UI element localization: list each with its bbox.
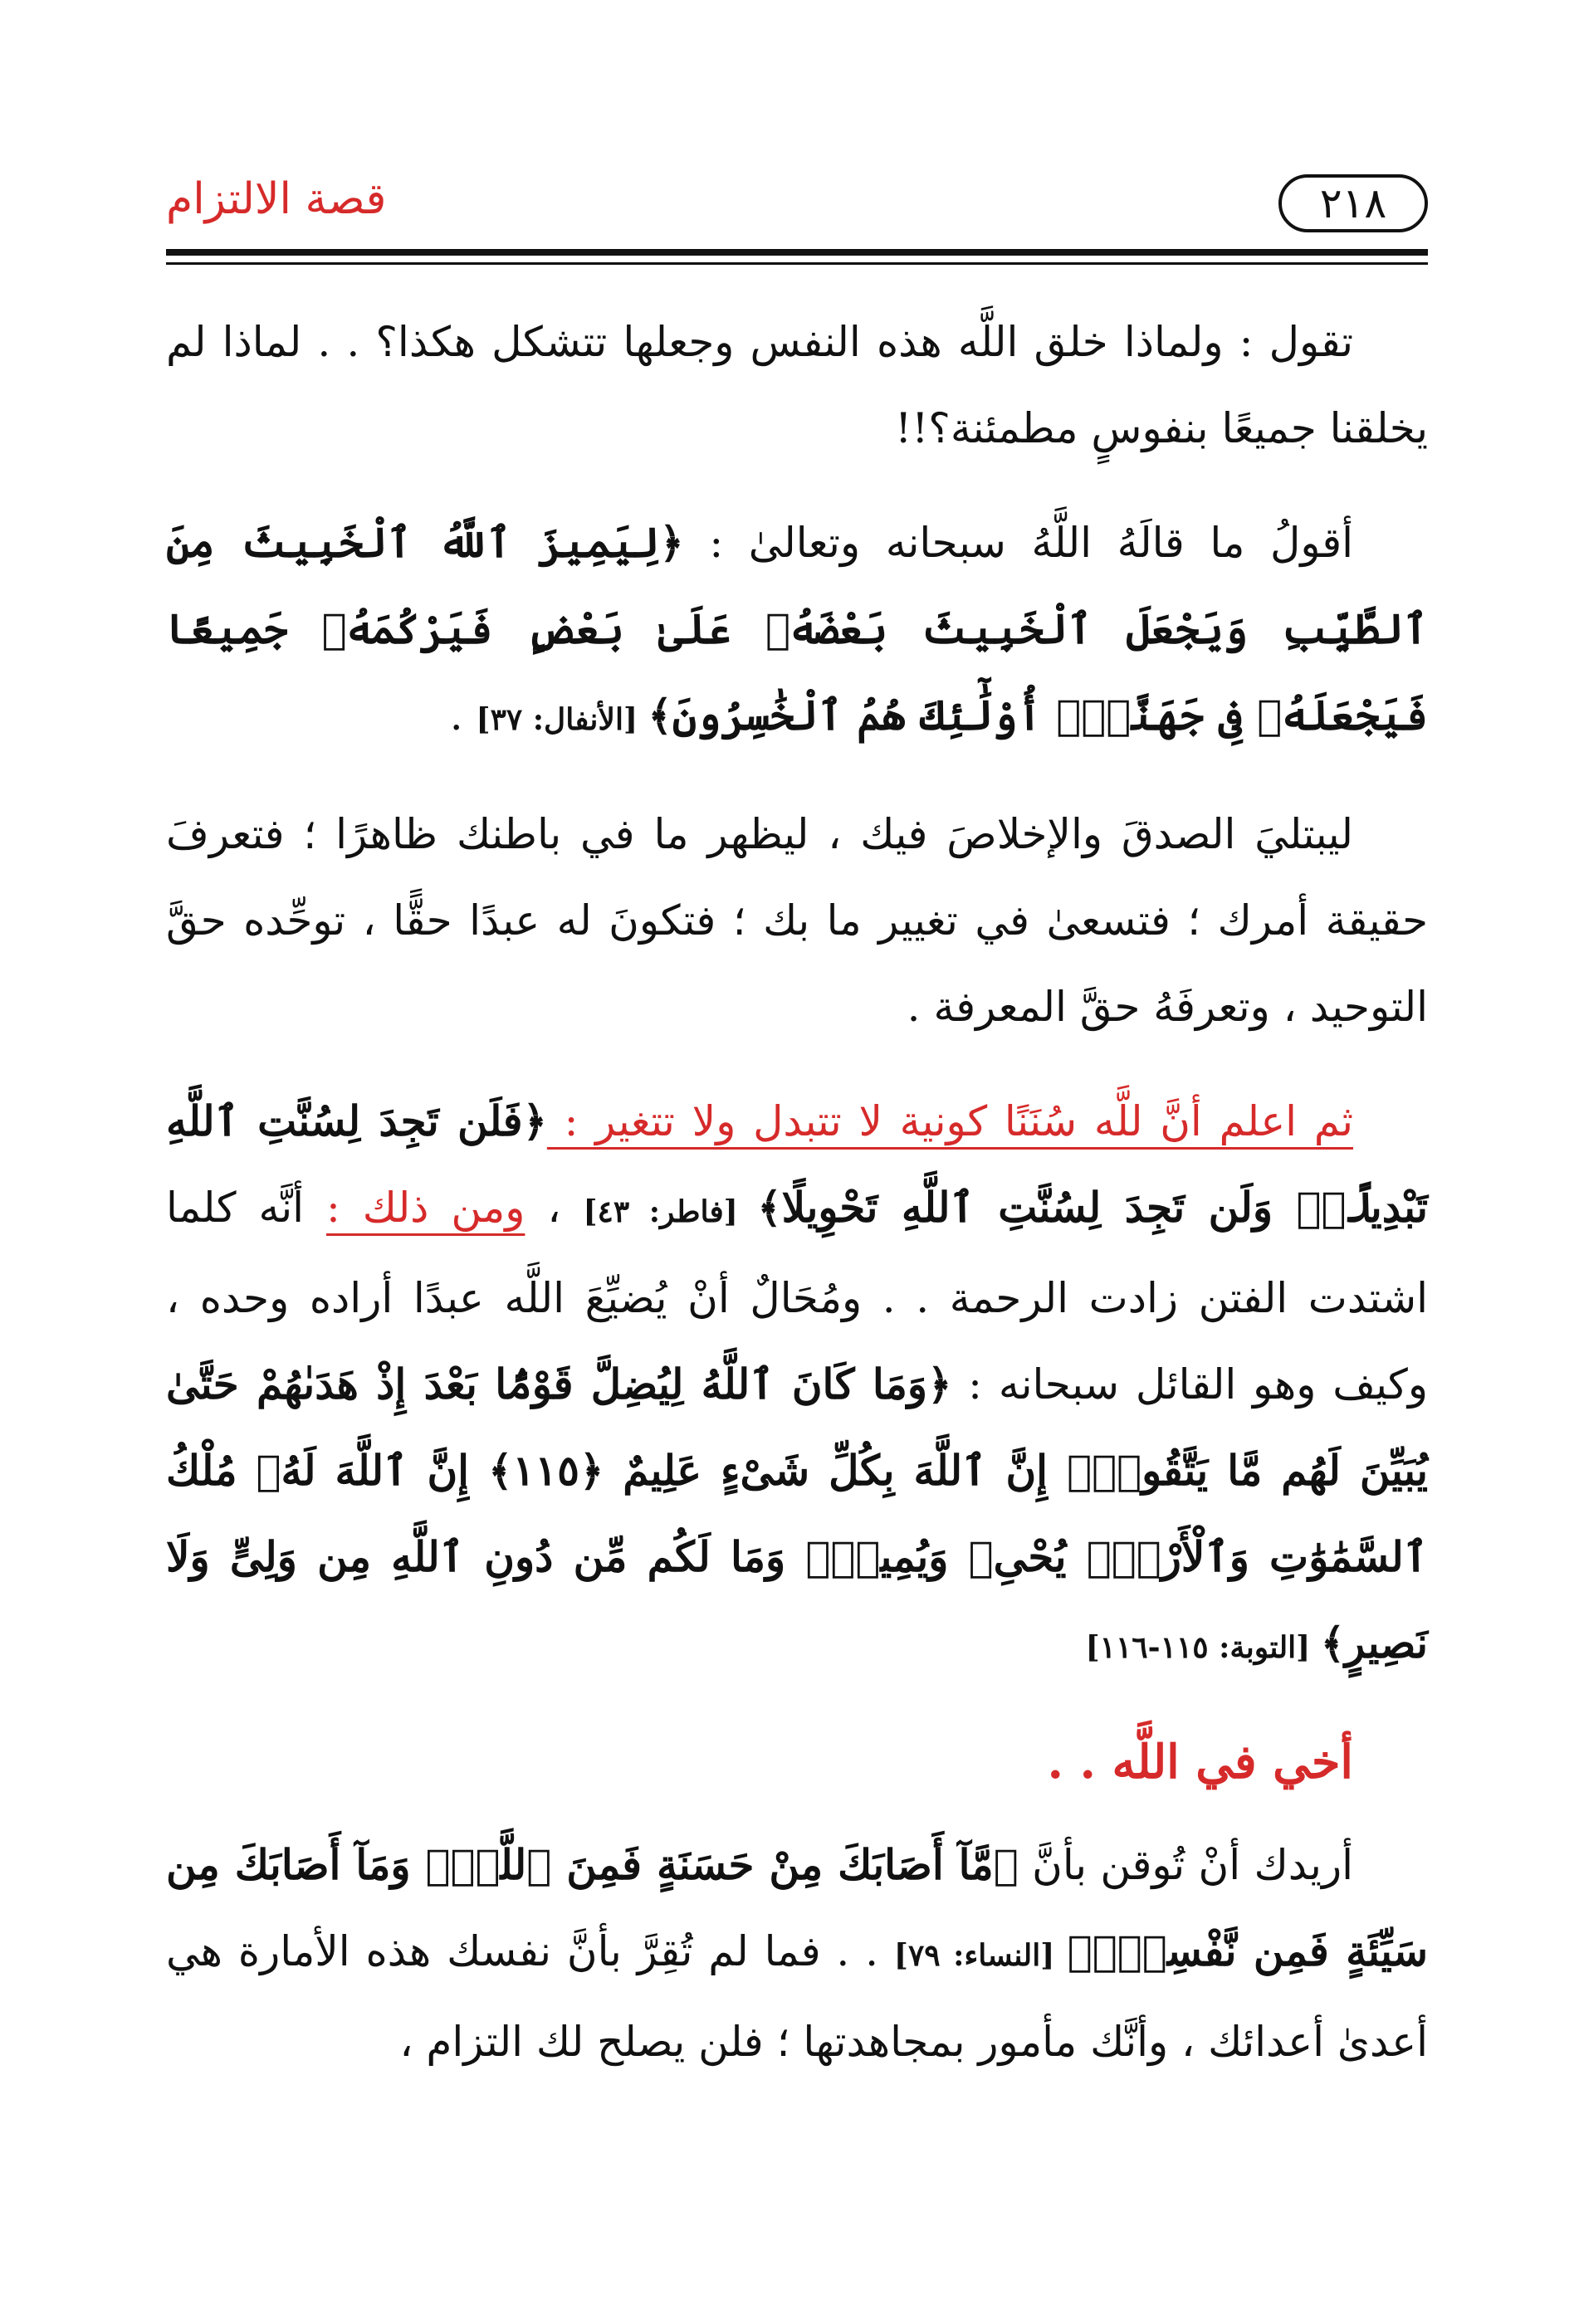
header-rule-thin xyxy=(166,262,1428,265)
verse-reference-fatir: [فاطر: ٤٣] xyxy=(583,1194,758,1229)
section-heading: أخي في اللَّه . . xyxy=(1047,1735,1353,1789)
paragraph-5 xyxy=(166,1822,1428,2085)
verse-reference-tawbah: [التوبة: ١١٥-١١٦] xyxy=(1085,1630,1321,1665)
page-header xyxy=(166,158,1428,257)
quran-verse-tawbah: ﴿وَمَا كَانَ ٱللَّهُ لِيُضِلَّ قَوْمًۢا بَعْدَ إِذْ هَدَىٰهُمْ حَتَّىٰ يُبَيِّنَ لَهُم مَّا يَتَّقُونَۚ إِنَّ ٱللَّهَ بِكُلِّ شَىْءٍ عَلِيمٌ ﴿١١٥﴾ إِنَّ ٱللَّهَ لَهُۥ مُلْكُ ٱلسَّمَٰوَٰتِ وَٱلْأَرْضِۖ يُحْىِۦ وَيُمِيتُۚ وَمَا لَكُم مِّن دُونِ ٱللَّهِ مِن وَلِىٍّ وَلَا نَصِيرٍ﴾ xyxy=(166,1360,1428,1667)
verse-reference-nisa: [النساء: ٧٩] xyxy=(893,1938,1068,1973)
separator: ، xyxy=(525,1184,584,1232)
quran-verse-nisa: ﴿مَّآ أَصَابَكَ مِنْ حَسَنَةٍ فَمِنَ ٱللَّهِۖ وَمَآ أَصَابَكَ مِن سَيِّئَةٍ فَمِن نَّفْسِكَۚ﴾ xyxy=(166,1840,1428,1975)
paragraph-2-end: . xyxy=(449,691,477,740)
paragraph-3-text: ليبتليَ الصدقَ والإخلاصَ فيك ، ليظهر ما في باطنك ظاهرًا ؛ فتعرفَ حقيقة أمرك ؛ فتسعىٰ في تغيير ما بك ؛ فتكونَ له عبدًا حقًّا ، توحِّده حقَّ التوحيد ، وتعرفَهُ حقَّ المعرفة . xyxy=(166,810,1428,1031)
quran-verse-fatir: ﴿فَلَن تَجِدَ لِسُنَّتِ ٱللَّهِ تَبْدِيلًاۖ وَلَن تَجِدَ لِسُنَّتِ ٱللَّهِ تَحْوِيلًا﴾ xyxy=(166,1096,1428,1232)
page-body xyxy=(166,299,1428,2113)
paragraph-4-text: أنَّه كلما اشتدت الفتن زادت الرحمة . . ومُحَالٌ أنْ يُضيِّعَ اللَّه عبدًا أراده وحده ، وكيف وهو القائل سبحانه : xyxy=(166,1184,1428,1409)
book-title: قصة الالتزام xyxy=(166,174,387,224)
paragraph-4 xyxy=(166,1078,1428,1691)
quran-verse-anfal: ﴿لِيَمِيزَ ٱللَّهُ ٱلْخَبِيثَ مِنَ ٱلطَّيِّبِ وَيَجْعَلَ ٱلْخَبِيثَ بَعْضَهُۥ عَلَىٰ بَعْضٍ فَيَرْكُمَهُۥ جَمِيعًا فَيَجْعَلَهُۥ فِى جَهَنَّمَۚ أُوْلَٰٓئِكَ هُمُ ٱلْخَٰسِرُونَ﴾ xyxy=(166,518,1428,740)
highlight-sunan: ثم اعلم أنَّ للَّه سُنَنًا كونية لا تتبدل ولا تتغير : xyxy=(546,1097,1353,1145)
paragraph-1 xyxy=(166,299,1428,471)
page-number: ٢١٨ xyxy=(1278,174,1428,232)
paragraph-2-intro: أقولُ ما قالَهُ اللَّهُ سبحانه وتعالىٰ : xyxy=(683,519,1353,567)
highlight-min-dhalik: ومن ذلك : xyxy=(326,1184,526,1232)
paragraph-5-intro: أريدك أنْ تُوقن بأنَّ xyxy=(1018,1841,1353,1889)
verse-reference-anfal: [الأنفال: ٣٧] xyxy=(476,702,648,737)
header-rule-thick xyxy=(166,249,1428,256)
paragraph-2 xyxy=(166,500,1428,763)
paragraph-3 xyxy=(166,791,1428,1050)
paragraph-1-text: تقول : ولماذا خلق اللَّه هذه النفس وجعلها تتشكل هكذا؟ . . لماذا لم يخلقنا جميعًا بنفوسٍ مطمئنة؟!! xyxy=(166,318,1428,452)
paragraph-5-text: . . فما لم تُقِرَّ بأنَّ نفسك هذه الأمارة هي أعدىٰ أعدائك ، وأنَّك مأمور بمجاهدتها ؛ فلن يصلح لك التزام ، xyxy=(166,1927,1428,2066)
